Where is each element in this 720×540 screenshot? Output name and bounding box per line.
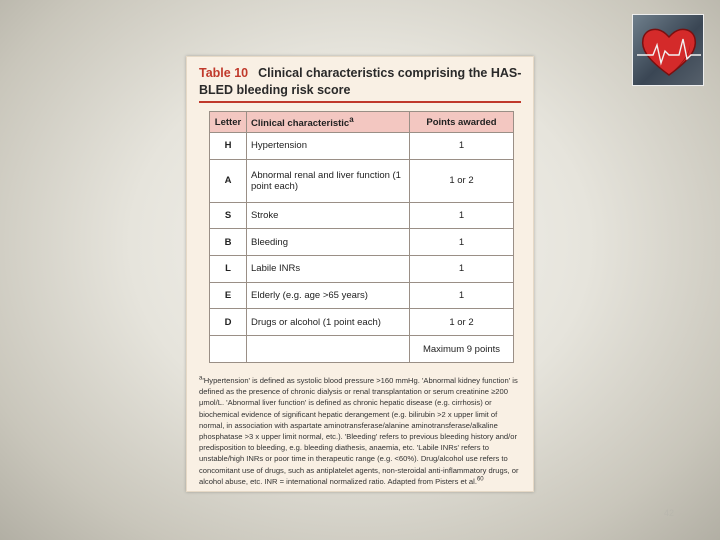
max-row-points: Maximum 9 points — [410, 336, 514, 363]
header-letter: Letter — [210, 112, 247, 133]
table-row — [210, 255, 514, 282]
row-characteristic: Labile INRs — [247, 255, 410, 282]
table-row — [210, 229, 514, 256]
heart-ecg-icon — [632, 14, 704, 86]
row-points: 1 — [410, 255, 514, 282]
header-characteristic — [247, 112, 410, 133]
header-points: Points awarded — [410, 112, 514, 133]
row-points: 1 — [410, 282, 514, 309]
row-letter: H — [210, 133, 247, 160]
table-row — [210, 309, 514, 336]
row-letter: A — [210, 159, 247, 202]
row-points: 1 — [410, 202, 514, 229]
row-letter: L — [210, 255, 247, 282]
title-divider — [199, 101, 521, 103]
table-row — [210, 159, 514, 202]
row-characteristic: Abnormal renal and liver function (1 point each) — [247, 159, 410, 202]
max-row-characteristic — [247, 336, 410, 363]
table-caption: Clinical characteristics comprising the HAS-BLED bleeding risk score — [199, 66, 522, 97]
max-row-letter — [210, 336, 247, 363]
header-characteristic-label: Clinical characteristic — [251, 118, 350, 130]
row-characteristic: Bleeding — [247, 229, 410, 256]
row-characteristic: Hypertension — [247, 133, 410, 160]
row-points: 1 — [410, 133, 514, 160]
table-row — [210, 202, 514, 229]
footnote-text: 'Hypertension' is defined as systolic blood pressure >160 mmHg. 'Abnormal kidney function' is defined as the presence of chronic dialysis or renal transplantation or serum creatinine ≥200 μmol/L. 'Abnormal liver function' is defined as chronic hepatic disease (e.g. cirrhosis) or biochemical evidence of significant hepatic derangement (e.g. bilirubin >2 x upper limit of normal, in association with aspartate aminotransferase/alanine aminotransferase/alkaline phosphatase >3 x upper limit normal, etc.). 'Bleeding' refers to previous bleeding history and/or predisposition to bleeding, e.g. bleeding diathesis, anaemia, etc. 'Labile INRs' refers to unstable/high INRs or poor time in therapeutic range (e.g. <60%). Drug/alcohol use refers to concomitant use of drugs, such as antiplatelet agents, non-steroidal anti-inflammatory drugs, or alcohol abuse, etc. INR = international normalized ratio. Adapted from Pisters et al. — [199, 376, 519, 486]
row-points: 1 or 2 — [410, 309, 514, 336]
footnote-reference: 60 — [476, 476, 484, 483]
row-letter: B — [210, 229, 247, 256]
table-row-maximum — [210, 336, 514, 363]
table-header-row — [210, 112, 514, 133]
has-bled-table — [209, 111, 514, 363]
row-characteristic: Elderly (e.g. age >65 years) — [247, 282, 410, 309]
table-row — [210, 282, 514, 309]
row-letter: D — [210, 309, 247, 336]
header-characteristic-footnote-marker: a — [349, 114, 354, 124]
page-number: 42 — [664, 508, 675, 518]
table-title — [199, 65, 525, 99]
row-letter: E — [210, 282, 247, 309]
table-number: Table 10 — [199, 66, 249, 80]
table-row — [210, 133, 514, 160]
row-characteristic: Drugs or alcohol (1 point each) — [247, 309, 410, 336]
footnote-marker: a — [199, 375, 203, 382]
row-points: 1 — [410, 229, 514, 256]
row-letter: S — [210, 202, 247, 229]
table-panel — [186, 56, 534, 492]
row-characteristic: Stroke — [247, 202, 410, 229]
row-points: 1 or 2 — [410, 159, 514, 202]
table-footnote — [199, 375, 521, 487]
